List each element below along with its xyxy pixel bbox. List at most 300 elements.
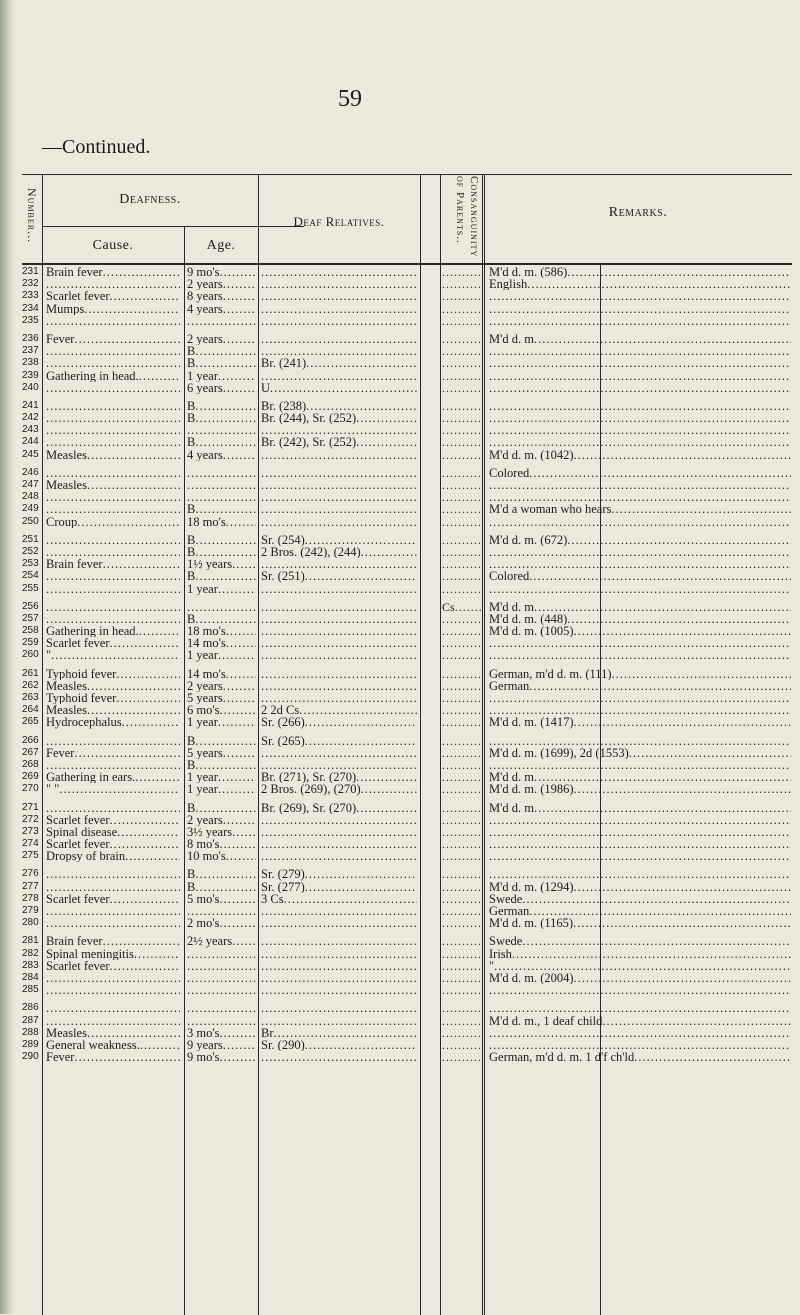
age-cell: 5 years [187,746,223,759]
table-row [46,516,180,528]
leader-dots [489,424,791,436]
table-row [489,546,791,558]
leader-dots [46,345,180,357]
table-row [46,735,180,747]
leader-dots [110,637,180,649]
leader-dots [46,868,180,880]
table-row [261,850,417,862]
table-row [442,503,482,515]
leader-dots [226,625,256,637]
table-row [22,668,42,680]
table-row [489,601,791,613]
relatives-cell: Sr. (279) [261,868,305,881]
table-row [261,424,417,436]
leader-dots [261,692,417,704]
table-row [187,613,256,625]
leader-dots [442,558,482,570]
leader-dots [74,333,180,345]
table-row [46,1039,180,1051]
table-row [489,948,791,960]
leader-dots [46,583,180,595]
leader-dots [46,491,180,503]
table-row [442,382,482,394]
table-row [46,838,180,850]
table-row [46,382,180,394]
table-row [489,1002,791,1014]
table-row [489,516,791,528]
table-row [187,692,256,704]
relatives-cell: Sr. (266) [261,716,305,729]
remarks-cell: M'd a woman who hears [489,503,612,516]
table-row [187,266,256,278]
leader-dots [522,893,791,905]
remarks-cell: M'd d. m. (2004) [489,971,574,985]
table-row [489,868,791,880]
table-row [187,850,256,862]
leader-dots [232,558,256,570]
leader-dots [134,948,180,960]
table-row [46,613,180,625]
table-row [442,680,482,692]
table-row [261,333,417,345]
table-row [187,1039,256,1051]
table-row [187,917,256,929]
age-cell: 2 years [187,679,223,692]
table-row [187,649,256,661]
table-row [46,826,180,838]
leader-dots [87,1027,180,1039]
table-row [261,1015,417,1027]
table-row [442,826,482,838]
leader-dots [84,303,180,315]
age-cell: 1 year [187,771,218,784]
leader-dots [110,814,180,826]
table-row [489,1039,791,1051]
table-row [261,1051,417,1063]
leader-dots [299,704,417,716]
age-cell: 2 years [187,332,223,346]
table-row [489,735,791,747]
leader-dots [187,972,256,984]
table-row [187,370,256,382]
table-row [261,345,417,357]
table-row [46,479,180,491]
table-row [442,905,482,917]
leader-dots [232,935,256,947]
leader-dots [103,558,180,570]
relatives-cell: 2 Bros. (242), (244) [261,545,361,559]
leader-dots [223,814,256,826]
leader-dots [51,649,180,661]
remarks-cell: M'd d. m. (672) [489,533,568,546]
leader-dots [567,266,791,278]
table-row [442,771,482,783]
row-number: 290 [22,1051,39,1063]
table-row [22,370,42,382]
table-row [46,449,180,461]
leader-dots [261,1015,417,1027]
table-row [489,935,791,947]
table-row [261,601,417,613]
table-row [489,692,791,704]
table-row [442,333,482,345]
leader-dots [223,303,256,315]
leader-dots [261,290,417,302]
age-cell: B [187,399,196,413]
table-row [489,838,791,850]
table-row [261,503,417,515]
remarks-cell: M'd d. m. (1042) [489,448,574,461]
leader-dots [305,881,417,893]
table-row [489,290,791,302]
table-row [46,668,180,680]
col-rule [484,175,485,1315]
number-header: Number... [25,188,39,244]
age-cell: 14 mo's [187,667,226,680]
row-number: 266 [22,734,39,746]
table-row [489,315,791,327]
age-cell: 4 years [187,448,223,461]
table-row [442,1002,482,1014]
table-row [22,345,42,357]
leader-dots [356,436,417,448]
cause-cell: Mumps [46,302,85,315]
table-row [46,1002,180,1014]
cause-cell: Brain fever [46,266,103,279]
table-row [261,771,417,783]
leader-dots [261,984,417,996]
row-number: 276 [22,868,39,880]
row-number: 287 [22,1014,39,1026]
leader-dots [305,1039,417,1051]
table-row [22,1015,42,1027]
table-row [442,278,482,290]
table-row [22,868,42,880]
group-gap [46,1063,180,1069]
table-row [46,771,180,783]
age-header: Age. [206,238,236,253]
leader-dots [489,759,791,771]
leader-dots [455,601,482,613]
table-row [187,1027,256,1039]
leader-dots [219,1027,256,1039]
table-row [489,558,791,570]
leader-dots [534,333,791,345]
table-row [46,345,180,357]
leader-dots [195,357,256,369]
table-row [187,814,256,826]
table-row [46,649,180,661]
row-number: 234 [22,302,39,314]
age-cell: B [187,357,196,370]
table-row [261,935,417,947]
cause-cell: Scarlet fever [46,637,110,650]
table-row [261,436,417,448]
leader-dots [305,735,417,747]
table-row [187,467,256,479]
leader-dots [442,546,482,558]
leader-dots [195,613,256,625]
table-row [489,583,791,595]
col-rule [440,175,441,1315]
leader-dots [46,382,180,394]
table-row [489,424,791,436]
age-cell: 5 years [187,692,223,705]
cause-cell: Brain fever [46,558,103,571]
leader-dots [284,893,417,905]
leader-dots [442,491,482,503]
leader-dots [219,917,256,929]
table-row [489,716,791,728]
age-cell: 9 mo's [187,266,220,279]
table-row [46,467,180,479]
leader-dots [87,704,180,716]
leader-dots [529,905,791,917]
leader-dots [195,868,256,880]
leader-dots [261,1051,417,1063]
table-row [22,680,42,692]
table-row [187,278,256,290]
remarks-cell: English [489,278,528,291]
header-bottom-rule [22,263,792,265]
row-number: 261 [22,667,39,679]
table-row [22,278,42,290]
leader-dots [261,905,417,917]
leader-dots [261,759,417,771]
table-row [22,613,42,625]
table-row [261,783,417,795]
table-row [46,278,180,290]
table-row [442,412,482,424]
table-row [442,516,482,528]
table-row [261,382,417,394]
age-cell: 6 years [187,381,223,394]
age-cell: 18 mo's [187,515,226,528]
table-row [187,783,256,795]
leader-dots [306,400,417,412]
leader-dots [489,516,791,528]
table-row [22,735,42,747]
leader-dots [261,503,417,515]
cause-cell: Fever [46,746,75,759]
table-row [442,984,482,996]
table-row [489,613,791,625]
table-row [187,345,256,357]
table-row [489,984,791,996]
leader-dots [195,400,256,412]
table-row [46,583,180,595]
leader-dots [442,972,482,984]
table-row [442,601,482,613]
table-row [442,357,482,369]
table-row [22,692,42,704]
table-row [261,826,417,838]
leader-dots [226,637,256,649]
leader-dots [534,601,791,613]
leader-dots [305,868,417,880]
leader-dots [442,503,482,515]
remarks-cell: German, m'd d. m. (111) [489,667,612,680]
table-row [442,558,482,570]
age-cell: B [187,801,196,814]
leader-dots [110,960,180,972]
leader-dots [529,680,791,692]
table-row [22,479,42,491]
cause-cell: Gathering in head. [46,369,139,382]
leader-dots [74,747,180,759]
leader-dots [442,467,482,479]
table-row [46,491,180,503]
table-row [261,613,417,625]
leader-dots [103,935,180,947]
leader-dots [442,436,482,448]
row-number: 278 [22,892,39,904]
table-row [442,546,482,558]
relatives-cell: Br. (242), Sr. (252) [261,436,357,449]
leader-dots [442,382,482,394]
leader-dots [218,370,256,382]
deafness-header: Deafness. [119,192,181,207]
table-row [489,534,791,546]
leader-dots [442,771,482,783]
leader-dots [59,783,180,795]
row-number: 267 [22,746,39,758]
leader-dots [261,917,417,929]
cause-cell: " [46,649,52,662]
table-row [46,625,180,637]
table-row [261,649,417,661]
leader-dots [261,278,417,290]
relatives-cell: Sr. (254) [261,533,305,546]
leader-dots [195,759,256,771]
leader-dots [574,449,791,461]
leader-dots [356,412,417,424]
leader-dots [567,534,791,546]
leader-dots [261,850,417,862]
leader-dots [139,370,180,382]
table-row [489,491,791,503]
leader-dots [442,783,482,795]
leader-dots [442,692,482,704]
table-row [442,948,482,960]
remarks-cell: M'd d. m. (1417) [489,716,574,729]
leader-dots [489,649,791,661]
row-number: 252 [22,545,39,557]
table-row [442,935,482,947]
leader-dots [218,771,256,783]
leader-dots [46,735,180,747]
table-row [442,625,482,637]
table-row [22,759,42,771]
table-row [187,1051,256,1063]
table-row [442,716,482,728]
leader-dots [223,747,256,759]
age-column [187,266,256,1069]
table-row [489,370,791,382]
table-row [22,449,42,461]
table-row [22,716,42,728]
table-row [261,972,417,984]
table-row [187,826,256,838]
consanguinity-header: Consanguinity of Parents.. [454,176,480,258]
table-row [261,735,417,747]
leader-dots [187,491,256,503]
continued-label: —Continued. [42,136,151,158]
leader-dots [46,1015,180,1027]
row-number: 232 [22,278,39,290]
table-row [442,893,482,905]
leader-dots [46,905,180,917]
table-row [261,759,417,771]
leader-dots [442,266,482,278]
leader-dots [270,382,417,394]
relatives-cell: Br. (244), Sr. (252) [261,412,357,425]
leader-dots [442,516,482,528]
row-number: 237 [22,345,39,357]
leader-dots [306,357,417,369]
age-cell: 2 years [187,813,223,826]
row-number: 284 [22,971,39,983]
leader-dots [611,503,791,515]
table-row [442,315,482,327]
row-number: 236 [22,332,39,344]
row-number: 249 [22,503,39,515]
row-number: 246 [22,466,39,478]
leader-dots [261,1002,417,1014]
cause-cell: Brain fever [46,935,103,948]
table-row [46,1051,180,1063]
age-cell: 5 mo's [187,892,220,905]
row-number: 265 [22,716,39,728]
table-row [46,893,180,905]
table-row [22,570,42,582]
remarks-cell: M'd d. m. (586) [489,266,568,279]
col-rule [482,175,483,1315]
table-row [22,290,42,302]
table-row [442,838,482,850]
relatives-cell: Br. (238) [261,399,307,413]
table-row [489,278,791,290]
table-row [187,436,256,448]
table-row [442,436,482,448]
table-row [261,315,417,327]
page-edge [0,0,14,1314]
leader-dots [442,449,482,461]
age-cell: 1 year [187,582,218,595]
remarks-cell: M'd d. m., 1 deaf child [489,1014,603,1027]
leader-dots [489,1002,791,1014]
leader-dots [489,1027,791,1039]
table-row [187,735,256,747]
leader-dots [442,303,482,315]
cause-cell: Fever [46,332,75,346]
remarks-cell: M'd d. m. (1005) [489,625,574,638]
age-cell: 14 mo's [187,637,226,650]
leader-dots [223,692,256,704]
table-row [489,649,791,661]
deaf-relatives-header: Deaf Relatives. [293,214,385,229]
leader-dots [489,315,791,327]
leader-dots [442,424,482,436]
leader-dots [442,917,482,929]
age-cell: 10 mo's [187,850,226,863]
table-row [489,400,791,412]
leader-dots [442,905,482,917]
leader-dots [442,345,482,357]
remarks-cell: Irish [489,947,512,960]
age-cell: 18 mo's [187,625,226,638]
leader-dots [218,649,256,661]
